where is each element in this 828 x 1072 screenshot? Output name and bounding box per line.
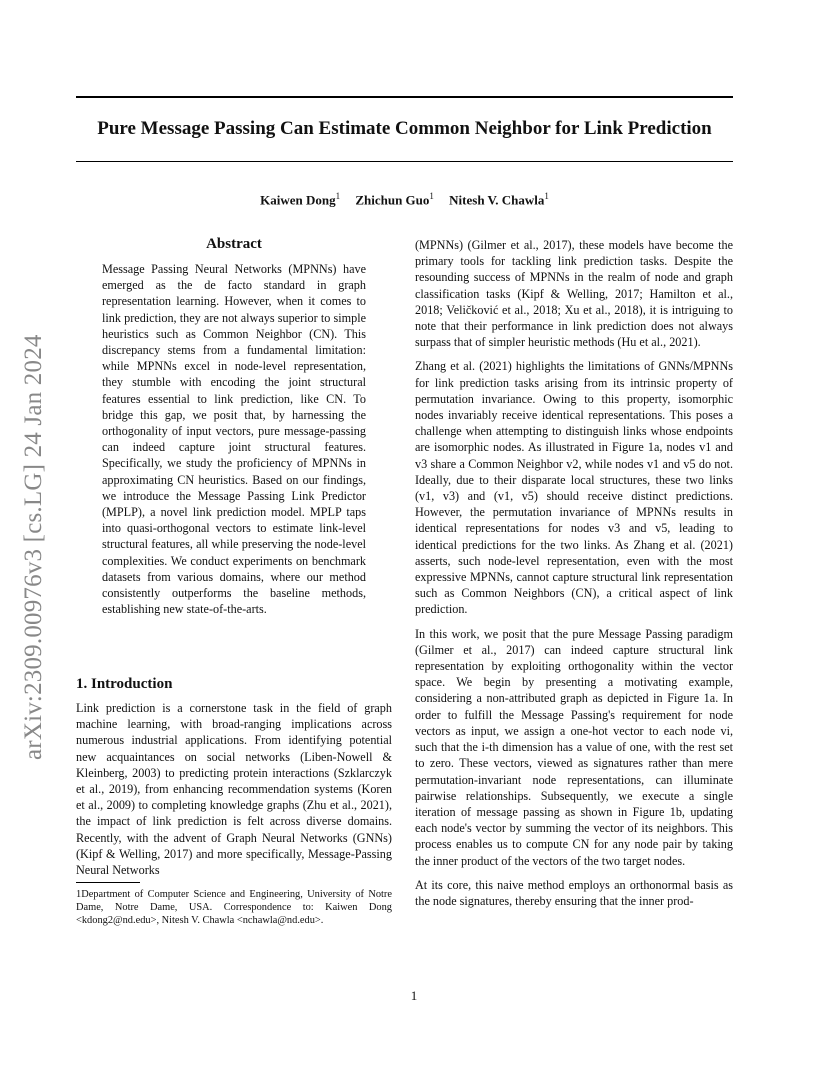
affiliation-mark: 1 xyxy=(335,191,341,201)
body-paragraph: At its core, this naive method employs an orthonormal basis as the node signatures, thereby ensuring that the inner prod- xyxy=(415,877,733,908)
page-number: 1 xyxy=(410,988,418,1003)
author-list xyxy=(76,191,733,208)
abstract-heading: Abstract xyxy=(206,236,262,252)
affiliation-mark: 1 xyxy=(429,191,434,201)
author-name: Kaiwen Dong xyxy=(260,192,336,208)
intro-paragraph: Link prediction is a cornerstone task in the field of graph machine learning, with broad-ranging implications across numerous industrial applications. From identifying potential new acquaintances on social networks (Liben-Nowell & Kleinberg, 2003) to predicting protein interactions (Szklarczyk et al., 2019), from enhancing recommendation systems (Koren et al., 2009) to completing knowledge graphs (Zhu et al., 2021), the impact of link prediction is felt across diverse domains. Recently, with the advent of Graph Neural Networks (GNNs) (Kipf & Welling, 2017) and more specifically, Message-Passing Neural Networks xyxy=(76,701,392,878)
author-name: Nitesh V. Chawla xyxy=(449,192,545,208)
paper-title: Pure Message Passing Can Estimate Common Neighbor for Link Prediction xyxy=(97,118,712,139)
right-column xyxy=(415,237,733,917)
title-rule-top xyxy=(76,96,733,98)
title-rule-bottom xyxy=(76,161,733,162)
body-paragraph: In this work, we posit that the pure Message Passing paradigm (Gilmer et al., 2017) can indeed capture structural link representation by exploiting orthogonality within the vector space. We begin by presenting a motivating example, considering a non-attributed graph as depicted in Figure 1a. In order to fulfill the Message Passing's requirement for node vectors as input, we assign a one-hot vector to each node vi, such that the i-th dimension has a value of one, with the rest set to zero. These vectors, viewed as signatures rather than mere permutation-invariant node representations, can illuminate pairwise relationships. Subsequently, we execute a single iteration of message passing as shown in Figure 1b, updating each node's vector by summing the vector of its neighbors. This process enables us to compute CN for any node pair by taking the inner product of the vectors of the two target nodes. xyxy=(415,626,733,868)
footnote-rule xyxy=(76,882,140,883)
section-heading-introduction: 1. Introduction xyxy=(76,676,173,692)
arxiv-stamp: arXiv:2309.00976v3 [cs.LG] 24 Jan 2024 xyxy=(20,334,47,760)
author-name: Zhichun Guo xyxy=(355,192,430,208)
body-paragraph: (MPNNs) (Gilmer et al., 2017), these models have become the primary tools for tackling link prediction tasks. Despite the resounding success of MPNNs in the realm of node and graph classification tasks (Kipf & Welling, 2017; Hamilton et al., 2018; Veličković et al., 2018; Xu et al., 2018), it is intriguing to note that their performance in link prediction does not always surpass that of simpler heuristic methods (Hu et al., 2021). xyxy=(415,238,733,350)
footnote-affiliation: 1Department of Computer Science and Engineering, University of Notre Dame, Notre Dame, USA. Correspondence to: Kaiwen Dong <kdong2@nd.edu>, Nitesh V. Chawla <nchawla@nd.edu>. xyxy=(76,889,392,927)
body-paragraph: Zhang et al. (2021) highlights the limitations of GNNs/MPNNs for link prediction tasks arising from its intrinsic property of permutation invariance. Owing to this property, isomorphic nodes invariably receive identical representations. This poses a challenge when attempting to distinguish links whose endpoints are isomorphic nodes. As illustrated in Figure 1a, nodes v1 and v3 share a Common Neighbor v2, while nodes v1 and v5 do not. Ideally, due to their disparate local structures, these two links (v1, v3) and (v1, v5) should receive distinct predictions. However, the permutation invariance of MPNNs results in identical representations for nodes v3 and v5, leading to identical predictions for the two links. As Zhang et al. (2021) asserts, such node-level representation, even with the most expressive MPNNs, cannot capture structural link representation such as Common Neighbors (CN), a critical aspect of link prediction. xyxy=(415,359,733,617)
affiliation-mark: 1 xyxy=(544,191,549,201)
abstract-text: Message Passing Neural Networks (MPNNs) have emerged as the de facto standard in graph representation learning. However, when it comes to link prediction, they are not always superior to simple heuristics such as Common Neighbor (CN). This discrepancy stems from a fundamental limitation: while MPNNs excel in node-level representation, they stumble with encoding the joint structural features essential to link prediction, like CN. To bridge this gap, we posit that, by harnessing the orthogonality of input vectors, pure message-passing can indeed capture joint structural features. Specifically, we study the proficiency of MPNNs in approximating CN heuristics. Based on our findings, we introduce the Message Passing Link Predictor (MPLP), a novel link prediction model. MPLP taps into quasi-orthogonal vectors to estimate link-level structural features, all while preserving the node-level complexities. We conduct experiments on benchmark datasets from various domains, where our method consistently outperforms the baseline methods, establishing new state-of-the-arts. xyxy=(102,262,366,617)
